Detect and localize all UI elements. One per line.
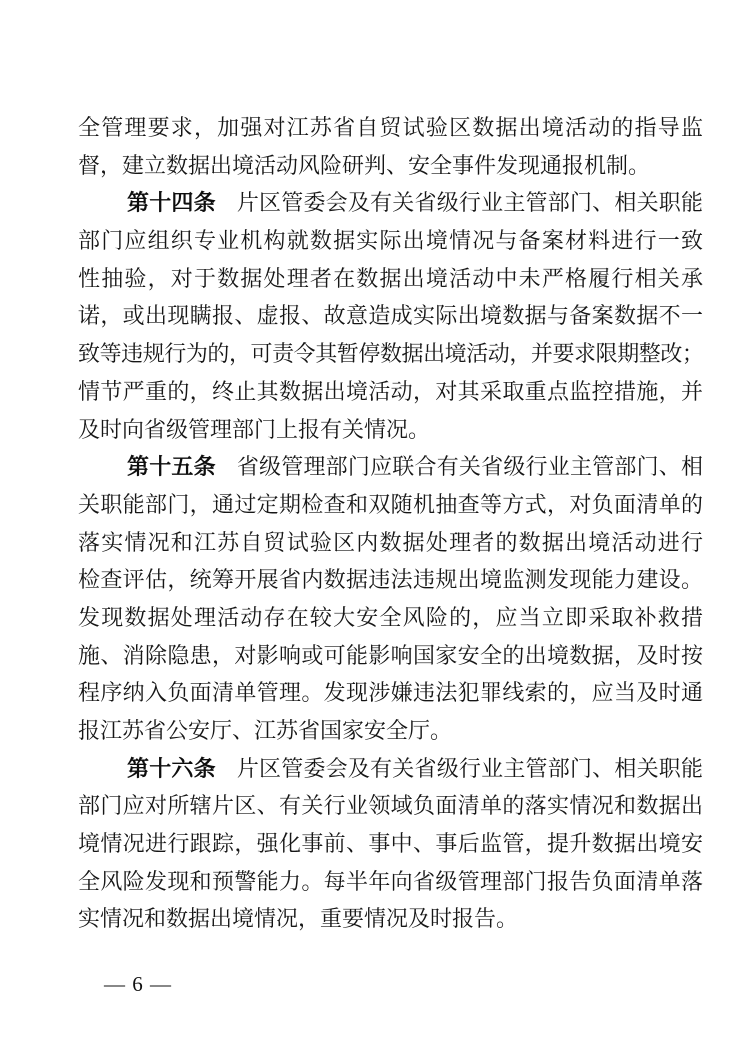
- text-line: 全风险发现和预警能力。每半年向省级管理部门报告负面清单落: [78, 868, 703, 894]
- article-number: 第十四条: [127, 190, 216, 216]
- text-line-article-14: [78, 184, 703, 222]
- text-line: 实情况和数据出境情况，重要情况及时报告。: [78, 906, 519, 932]
- text-line: 报江苏省公安厅、江苏省国家安全厅。: [78, 718, 453, 743]
- text-line: 程序纳入负面清单管理。发现涉嫌违法犯罪线索的，应当及时通: [78, 680, 703, 706]
- text-line: 关职能部门，通过定期检查和双随机抽查等方式，对负面清单的: [78, 491, 703, 517]
- article-text: 片区管委会及有关省级行业主管部门、相关职能: [236, 755, 703, 781]
- text-line: 致等违规行为的，可责令其暂停数据出境活动，并要求限期整改；: [78, 341, 703, 367]
- text-line: 及时向省级管理部门上报有关情况。: [78, 416, 431, 442]
- text-line: 情节严重的，终止其数据出境活动，对其采取重点监控措施，并: [78, 378, 703, 404]
- text-line: 境情况进行跟踪，强化事前、事中、事后监管，提升数据出境安: [78, 831, 703, 857]
- article-text: 省级管理部门应联合有关省级行业主管部门、相: [236, 454, 703, 480]
- article-number: 第十六条: [127, 755, 216, 781]
- text-line: 落实情况和江苏自贸试验区内数据处理者的数据出境活动进行: [78, 529, 703, 555]
- text-line: 性抽验，对于数据处理者在数据出境活动中未严格履行相关承: [78, 265, 703, 291]
- article-number: 第十五条: [127, 454, 216, 480]
- text-line-article-16: [78, 750, 703, 788]
- text-line: 全管理要求，加强对江苏省自贸试验区数据出境活动的指导监: [78, 115, 703, 140]
- text-line: 部门应组织专业机构就数据实际出境情况与备案材料进行一致: [78, 228, 703, 254]
- text-line: 督，建立数据出境活动风险研判、安全事件发现通报机制。: [78, 152, 651, 178]
- article-text: 片区管委会及有关省级行业主管部门、相关职能: [236, 190, 703, 216]
- text-line: 检查评估，统筹开展省内数据违法违规出境监测发现能力建设。: [78, 567, 703, 593]
- text-line: 发现数据处理活动存在较大安全风险的，应当立即采取补救措: [78, 604, 703, 630]
- text-line: 诺，或出现瞒报、虚报、故意造成实际出境数据与备案数据不一: [78, 303, 703, 329]
- text-line: 施、消除隐患，对影响或可能影响国家安全的出境数据，及时按: [78, 642, 703, 668]
- text-line-article-15: [78, 448, 703, 486]
- document-body: [78, 109, 703, 938]
- page-number: — 6 —: [104, 972, 172, 996]
- text-line: 部门应对所辖片区、有关行业领域负面清单的落实情况和数据出: [78, 793, 703, 819]
